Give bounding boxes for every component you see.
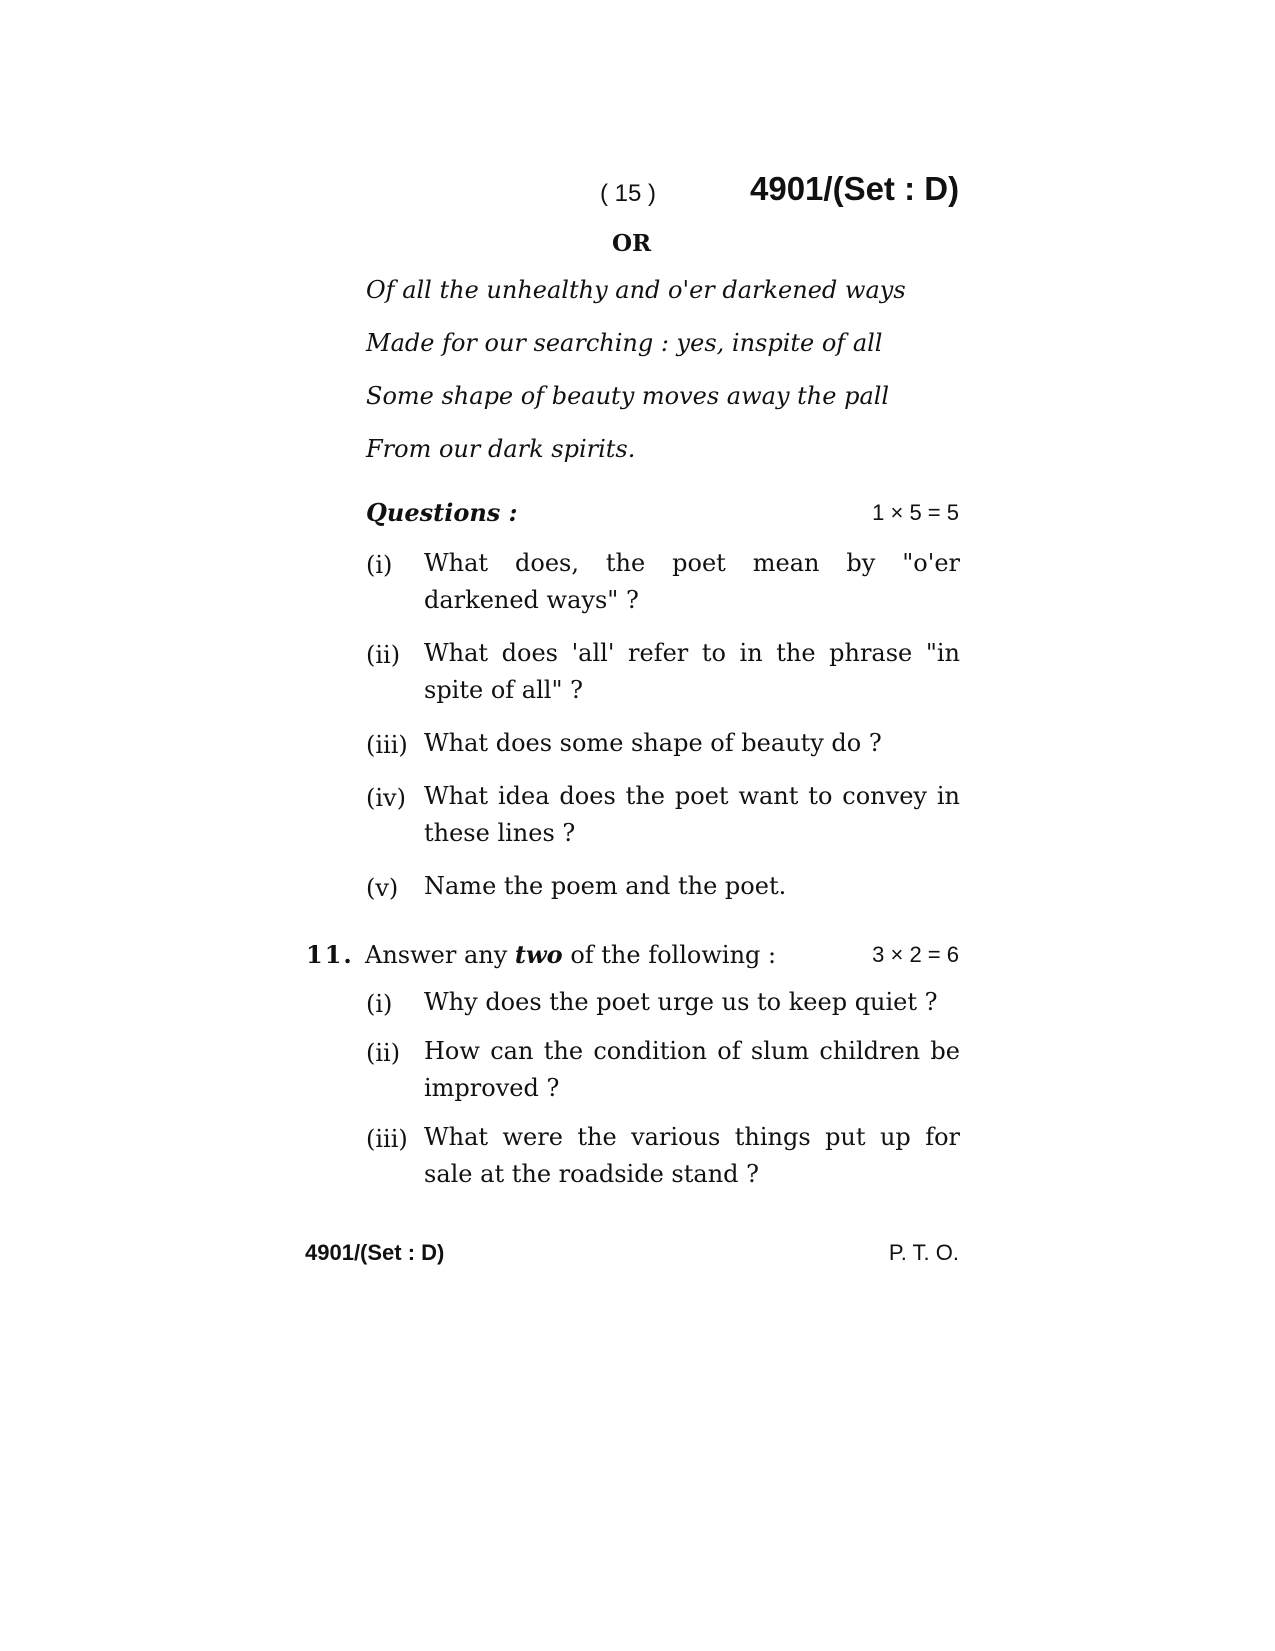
instruction-pre: Answer any — [365, 941, 508, 969]
question-11-number: 11. — [306, 940, 354, 969]
question-number: (iv) — [366, 784, 406, 812]
question-11-instruction — [365, 940, 776, 969]
question-text: What does 'all' refer to in the phrase "in spite of all" ? — [424, 639, 960, 704]
question-text: What idea does the poet want to convey in these lines ? — [424, 782, 960, 847]
question-number: (iii) — [366, 731, 408, 759]
question-number: (ii) — [366, 641, 401, 669]
question-number: (iii) — [366, 1125, 408, 1153]
or-divider: OR — [612, 230, 652, 257]
paper-code-header: 4901/(Set : D) — [750, 170, 960, 207]
paper-code-footer: 4901/(Set : D) — [305, 1240, 445, 1265]
question-number: (v) — [366, 874, 399, 902]
questions-heading: Questions : — [366, 498, 518, 527]
question-text: How can the condition of slum children be improved ? — [424, 1037, 960, 1102]
question-number: (ii) — [366, 1039, 401, 1067]
pto-label: P. T. O. — [888, 1240, 959, 1265]
instruction-emphasis: two — [514, 940, 563, 969]
section-a-marks: 1 × 5 = 5 — [872, 500, 959, 525]
question-text: What does, the poet mean by "o'er darkened ways" ? — [424, 549, 960, 614]
poem-line: From our dark spirits. — [366, 435, 636, 463]
page-number: ( 15 ) — [600, 180, 657, 207]
poem-line: Made for our searching : yes, inspite of all — [366, 329, 883, 357]
question-text: What does some shape of beauty do ? — [424, 729, 882, 757]
question-text: Why does the poet urge us to keep quiet ? — [424, 988, 938, 1016]
question-number: (i) — [366, 551, 393, 579]
question-11-marks: 3 × 2 = 6 — [872, 942, 959, 967]
question-text: What were the various things put up for sale at the roadside stand ? — [424, 1123, 960, 1188]
question-number: (i) — [366, 990, 393, 1018]
poem-line: Some shape of beauty moves away the pall — [366, 382, 890, 410]
instruction-post: of the following : — [570, 941, 777, 969]
poem-line: Of all the unhealthy and o'er darkened ways — [366, 276, 906, 304]
question-text: Name the poem and the poet. — [424, 872, 787, 900]
